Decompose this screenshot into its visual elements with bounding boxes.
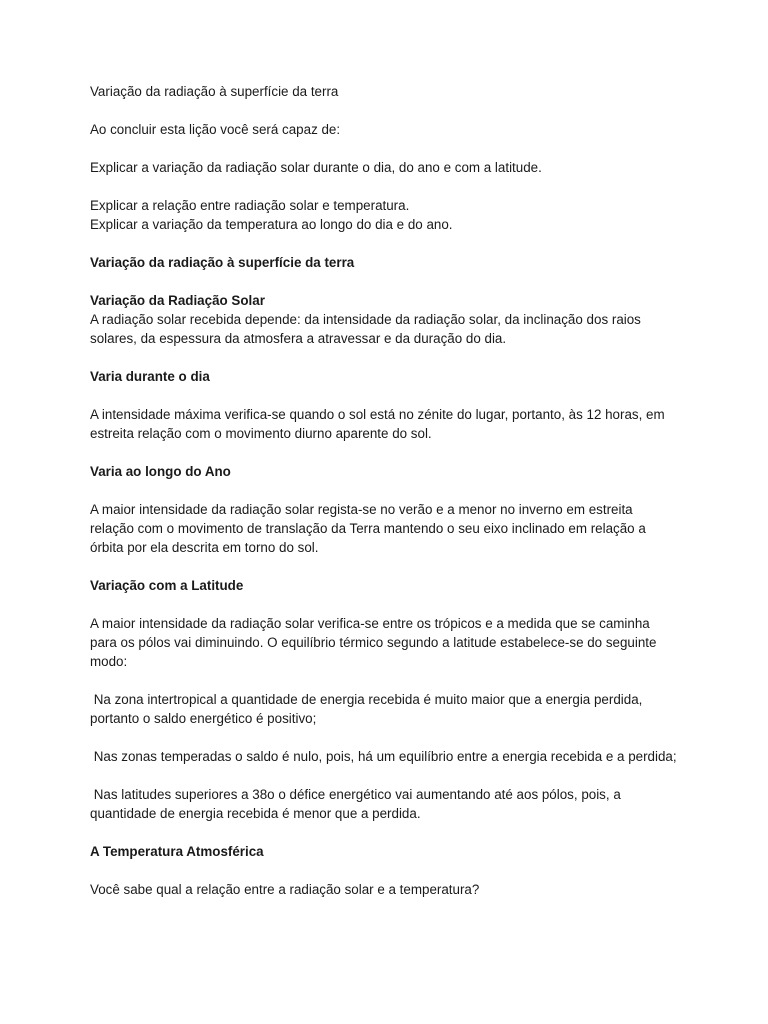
paragraph-varia-dia: A intensidade máxima verifica-se quando o sol está no zénite do lugar, portanto, às 12 horas, em estreita relação com o movimento diurno aparente do sol. [90, 407, 669, 441]
subheading-latitude: Variação com a Latitude [90, 578, 244, 593]
subheading-temperatura-atmosferica: A Temperatura Atmosférica [90, 844, 264, 859]
document-page [90, 82, 680, 918]
paragraph-latitude: A maior intensidade da radiação solar verifica-se entre os trópicos e a medida que se caminha para os pólos vai diminuindo. O equilíbrio térmico segundo a latitude estabelece-se do seguinte modo: [90, 616, 661, 669]
objective-3: Explicar a variação da temperatura ao longo do dia e do ano. [90, 217, 453, 232]
paragraph-radiacao-solar: A radiação solar recebida depende: da intensidade da radiação solar, da inclinação dos raios solares, da espessura da atmosfera a atravessar e da duração do dia. [90, 312, 645, 346]
subheading-radiacao-solar: Variação da Radiação Solar [90, 293, 265, 308]
section-heading: Variação da radiação à superfície da terra [90, 255, 355, 270]
paragraph-varia-ano: A maior intensidade da radiação solar regista-se no verão e a menor no inverno em estreita relação com o movimento de translação da Terra mantendo o seu eixo inclinado em relação a órbita por ela descrita em torno do sol. [90, 502, 650, 555]
objective-1: Explicar a variação da radiação solar durante o dia, do ano e com a latitude. [90, 160, 542, 175]
zonas-temperadas-text: Nas zonas temperadas o saldo é nulo, pois, há um equilíbrio entre a energia recebida e a perdida; [90, 749, 677, 764]
intro-text: Ao concluir esta lição você será capaz de: [90, 122, 341, 137]
zona-intertropical-text: Na zona intertropical a quantidade de energia recebida é muito maior que a energia perdida, portanto o saldo energético é positivo; [90, 692, 647, 726]
objective-2: Explicar a relação entre radiação solar e temperatura. [90, 198, 410, 213]
subheading-varia-dia: Varia durante o dia [90, 369, 210, 384]
question-text: Você sabe qual a relação entre a radiação solar e a temperatura? [90, 882, 480, 897]
document-title: Variação da radiação à superfície da terra [90, 84, 339, 99]
subheading-varia-ano: Varia ao longo do Ano [90, 464, 231, 479]
latitudes-superiores-text: Nas latitudes superiores a 38o o défice energético vai aumentando até aos pólos, pois, a quantidade de energia recebida é menor que a perdida. [90, 787, 625, 821]
